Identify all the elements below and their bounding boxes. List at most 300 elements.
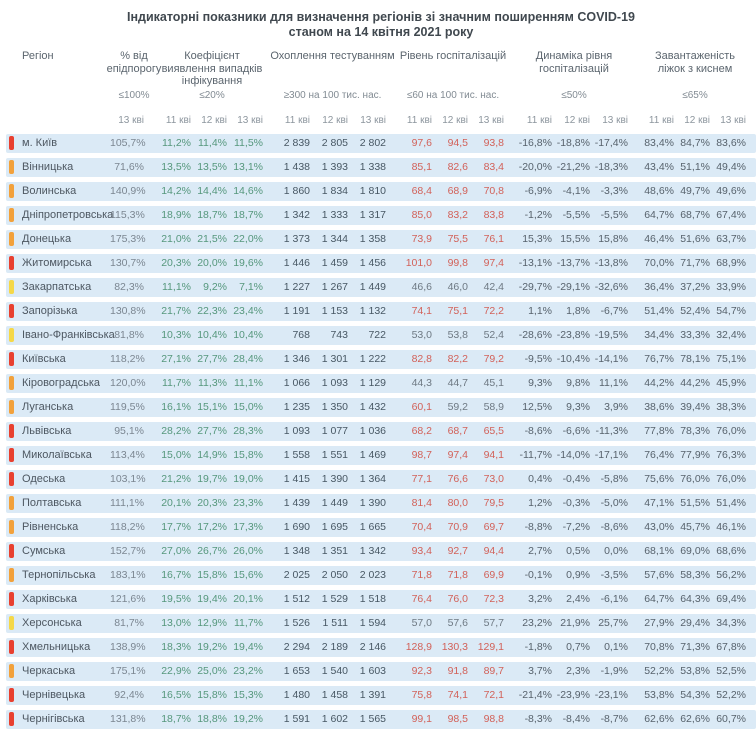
hospitalization-dynamics-value: 9,3% [566,401,590,413]
hospitalization-value: 99,1 [411,713,432,725]
hospitalization-dynamics-value: 0,9% [566,569,590,581]
epid-threshold-value: 81,8% [114,329,144,341]
table-row [6,518,756,537]
oxygen-beds-value: 52,2% [644,665,674,677]
hospitalization-value: 98,8 [483,713,504,725]
oxygen-beds-value: 84,7% [680,137,710,149]
region-name: Рівненська [22,521,79,533]
hospitalization-value: 60,1 [411,401,432,413]
testing-coverage-value: 1 351 [321,545,348,557]
detection-coef-value: 14,4% [197,185,227,197]
oxygen-beds-value: 48,6% [644,185,674,197]
epid-threshold-value: 95,1% [114,425,144,437]
oxygen-beds-value: 43,4% [644,161,674,173]
hospitalization-dynamics-value: 0,5% [566,545,590,557]
oxygen-beds-value: 51,4% [716,497,746,509]
region-status-marker-icon [9,400,14,414]
region-name: м. Київ [22,137,58,149]
detection-coef-value: 28,4% [233,353,263,365]
table-row [6,254,756,273]
testing-coverage-value: 1 066 [283,377,310,389]
testing-coverage-value: 1 526 [283,617,310,629]
hospitalization-value: 76,1 [483,233,504,245]
hospitalization-dynamics-value: -13,8% [594,257,628,269]
testing-coverage-value: 1 540 [321,665,348,677]
testing-coverage-value: 1 591 [283,713,310,725]
hospitalization-dynamics-value: 2,3% [566,665,590,677]
hospitalization-value: 129,1 [477,641,504,653]
threshold-coefficient: ≤20% [199,89,225,101]
oxygen-beds-value: 64,3% [680,593,710,605]
testing-coverage-value: 1 338 [359,161,386,173]
epid-threshold-value: 115,3% [110,209,145,221]
detection-coef-value: 22,3% [197,305,227,317]
date-label: 12 кві [201,114,227,126]
epid-threshold-value: 71,6% [114,161,144,173]
region-status-marker-icon [9,352,14,366]
page-title [6,10,756,40]
table-row [6,182,756,201]
column-header-oxygen-beds-occupancy: Завантаженість ліжок з киснем [655,50,735,75]
detection-coef-value: 17,2% [197,521,227,533]
region-status-marker-icon [9,328,14,342]
hospitalization-value: 70,4 [411,521,432,533]
detection-coef-value: 11,4% [198,137,227,149]
detection-coef-value: 18,7% [161,713,191,725]
oxygen-beds-value: 56,2% [716,569,746,581]
epid-threshold-value: 130,8% [110,305,146,317]
region-name: Луганська [22,401,74,413]
region-status-marker-icon [9,664,14,678]
detection-coef-value: 15,6% [233,569,263,581]
testing-coverage-value: 1 391 [359,689,386,701]
hospitalization-value: 94,1 [483,449,504,461]
testing-coverage-value: 1 594 [359,617,386,629]
detection-coef-value: 19,6% [233,257,263,269]
testing-coverage-value: 1 653 [283,665,310,677]
hospitalization-dynamics-value: -5,5% [600,209,628,221]
oxygen-beds-value: 33,3% [680,329,710,341]
epid-threshold-value: 138,9% [110,641,146,653]
oxygen-beds-value: 54,3% [680,689,710,701]
oxygen-beds-value: 75,1% [716,353,746,365]
date-label: 12 кві [322,114,348,126]
hospitalization-dynamics-value: -1,8% [524,641,552,653]
detection-coef-value: 10,4% [233,329,263,341]
hospitalization-dynamics-value: -3,5% [600,569,628,581]
testing-coverage-value: 1 518 [359,593,386,605]
hospitalization-dynamics-value: -5,0% [600,497,628,509]
testing-coverage-value: 1 690 [283,521,310,533]
testing-coverage-value: 2 025 [283,569,310,581]
epid-threshold-value: 92,4% [114,689,144,701]
table-row [6,566,756,585]
detection-coef-value: 13,0% [161,617,191,629]
hospitalization-dynamics-value: 0,7% [566,641,590,653]
hospitalization-dynamics-value: -6,6% [562,425,590,437]
hospitalization-dynamics-value: -20,0% [518,161,552,173]
hospitalization-value: 74,1 [447,689,468,701]
column-header-hospitalization-dynamics: Динаміка рівня госпіталізацій [535,50,613,75]
testing-coverage-value: 1 333 [321,209,348,221]
testing-coverage-value: 1 860 [283,185,310,197]
hospitalization-value: 58,9 [483,401,504,413]
oxygen-beds-value: 76,3% [716,449,746,461]
detection-coef-value: 20,1% [233,593,263,605]
region-status-marker-icon [9,160,14,174]
detection-coef-value: 13,1% [233,161,263,173]
detection-coef-value: 10,4% [197,329,227,341]
testing-coverage-value: 1 695 [321,521,348,533]
region-status-marker-icon [9,568,14,582]
region-status-marker-icon [9,544,14,558]
oxygen-beds-value: 68,1% [644,545,674,557]
oxygen-beds-value: 27,9% [644,617,674,629]
oxygen-beds-value: 69,4% [716,593,746,605]
testing-coverage-value: 1 317 [359,209,386,221]
detection-coef-value: 15,8% [197,689,227,701]
detection-coef-value: 20,0% [197,257,227,269]
hospitalization-dynamics-value: -18,3% [594,161,628,173]
page-title-line2: станом на 14 квітня 2021 року [288,25,474,39]
detection-coef-value: 21,2% [161,473,191,485]
hospitalization-dynamics-value: 2,4% [566,593,590,605]
region-status-marker-icon [9,712,14,726]
hospitalization-value: 45,1 [483,377,504,389]
oxygen-beds-value: 78,1% [680,353,710,365]
detection-coef-value: 21,0% [161,233,191,245]
hospitalization-value: 72,1 [483,689,504,701]
testing-coverage-value: 1 267 [321,281,348,293]
testing-coverage-value: 1 191 [283,305,310,317]
testing-coverage-value: 1 449 [321,497,348,509]
hospitalization-value: 74,1 [411,305,432,317]
testing-coverage-value: 722 [368,329,386,341]
table-row [6,494,756,513]
oxygen-beds-value: 77,9% [680,449,710,461]
table-row [6,278,756,297]
detection-coef-value: 11,1% [234,377,263,389]
hospitalization-dynamics-value: -18,8% [556,137,590,149]
table-row [6,326,756,345]
testing-coverage-value: 768 [292,329,310,341]
epid-threshold-value: 118,2% [110,353,145,365]
detection-coef-value: 15,0% [233,401,263,413]
threshold-beds: ≤65% [682,89,708,101]
hospitalization-value: 73,0 [483,473,504,485]
hospitalization-value: 76,6 [447,473,468,485]
detection-coef-value: 13,5% [197,161,227,173]
hospitalization-dynamics-value: -32,6% [594,281,628,293]
hospitalization-dynamics-value: 3,2% [528,593,552,605]
hospitalization-dynamics-value: -8,6% [524,425,552,437]
hospitalization-dynamics-value: 15,3% [522,233,552,245]
date-label: 13 кві [360,114,386,126]
region-name: Одеська [22,473,66,485]
hospitalization-value: 75,8 [411,689,432,701]
hospitalization-dynamics-value: -17,1% [594,449,628,461]
detection-coef-value: 18,8% [197,713,227,725]
detection-coef-value: 19,2% [197,641,227,653]
epid-threshold-value: 81,7% [114,617,144,629]
hospitalization-value: 92,7 [447,545,468,557]
hospitalization-value: 93,4 [411,545,432,557]
region-status-marker-icon [9,184,14,198]
testing-coverage-value: 1 344 [321,233,348,245]
epid-threshold-value: 175,3% [110,233,146,245]
testing-coverage-value: 1 551 [321,449,348,461]
oxygen-beds-value: 51,4% [644,305,674,317]
hospitalization-value: 93,8 [483,137,504,149]
hospitalization-value: 82,8 [411,353,432,365]
oxygen-beds-value: 46,1% [716,521,746,533]
region-name: Кіровоградська [22,377,100,389]
column-header-region: Регіон [22,50,54,62]
oxygen-beds-value: 51,6% [680,233,710,245]
detection-coef-value: 15,3% [233,689,263,701]
testing-coverage-value: 2 146 [359,641,386,653]
oxygen-beds-value: 38,6% [644,401,674,413]
region-name: Запорізька [22,305,78,317]
date-label: 12 кві [442,114,468,126]
date-label: 11 кві [406,114,432,126]
hospitalization-value: 82,6 [447,161,468,173]
region-name: Київська [22,353,66,365]
epid-threshold-value: 130,7% [110,257,146,269]
detection-coef-value: 23,2% [233,665,263,677]
detection-coef-value: 23,4% [233,305,263,317]
testing-coverage-value: 1 153 [321,305,348,317]
table-row [6,662,756,681]
testing-coverage-value: 1 449 [359,281,386,293]
testing-coverage-value: 1 393 [321,161,348,173]
hospitalization-value: 71,8 [411,569,432,581]
oxygen-beds-value: 38,3% [716,401,746,413]
epid-threshold-value: 175,1% [110,665,146,677]
threshold-dynamics: ≤50% [561,89,587,101]
epid-threshold-value: 152,7% [110,545,146,557]
hospitalization-dynamics-value: -1,2% [524,209,552,221]
detection-coef-value: 11,2% [162,137,191,149]
oxygen-beds-value: 77,8% [644,425,674,437]
testing-coverage-value: 2 839 [283,137,310,149]
oxygen-beds-value: 76,4% [644,449,674,461]
region-name: Волинська [22,185,77,197]
hospitalization-value: 85,0 [411,209,432,221]
testing-coverage-value: 1 036 [359,425,386,437]
testing-coverage-value: 2 023 [359,569,386,581]
epid-threshold-value: 183,1% [110,569,146,581]
hospitalization-dynamics-value: -29,1% [556,281,590,293]
hospitalization-value: 98,7 [411,449,432,461]
hospitalization-value: 75,1 [447,305,468,317]
threshold-testing: ≥300 на 100 тис. нас. [283,89,382,101]
hospitalization-value: 101,0 [405,257,432,269]
testing-coverage-value: 743 [330,329,348,341]
testing-coverage-value: 2 805 [321,137,348,149]
region-status-marker-icon [9,640,14,654]
hospitalization-dynamics-value: 15,5% [560,233,590,245]
oxygen-beds-value: 45,9% [716,377,746,389]
region-status-marker-icon [9,424,14,438]
detection-coef-value: 11,3% [198,377,227,389]
date-label: 13 кві [118,114,144,126]
hospitalization-dynamics-value: -10,4% [556,353,590,365]
detection-coef-value: 7,1% [239,281,263,293]
hospitalization-dynamics-value: 11,1% [599,377,628,389]
testing-coverage-value: 1 093 [321,377,348,389]
region-name: Хмельницька [22,641,91,653]
column-header-testing-coverage: Охоплення тестуванням [270,50,395,62]
detection-coef-value: 21,7% [161,305,191,317]
region-name: Сумська [22,545,66,557]
hospitalization-value: 59,2 [447,401,468,413]
oxygen-beds-value: 68,6% [716,545,746,557]
hospitalization-value: 53,8 [447,329,468,341]
table-row [6,350,756,369]
detection-coef-value: 9,2% [203,281,227,293]
region-status-marker-icon [9,448,14,462]
oxygen-beds-value: 83,6% [716,137,746,149]
hospitalization-dynamics-value: 0,4% [528,473,552,485]
region-name: Харківська [22,593,77,605]
testing-coverage-value: 1 342 [283,209,310,221]
date-label: 13 кві [478,114,504,126]
detection-coef-value: 19,7% [197,473,227,485]
detection-coef-value: 11,1% [162,281,191,293]
testing-coverage-value: 1 358 [359,233,386,245]
region-status-marker-icon [9,280,14,294]
detection-coef-value: 20,3% [197,497,227,509]
hospitalization-value: 81,4 [411,497,432,509]
hospitalization-value: 68,2 [411,425,432,437]
testing-coverage-value: 1 093 [283,425,310,437]
testing-coverage-value: 2 189 [321,641,348,653]
testing-coverage-value: 1 077 [321,425,348,437]
detection-coef-value: 26,0% [233,545,263,557]
hospitalization-value: 44,7 [447,377,468,389]
hospitalization-value: 44,3 [411,377,432,389]
epid-threshold-value: 118,2% [110,521,145,533]
epid-threshold-value: 105,7% [110,137,146,149]
hospitalization-value: 82,2 [447,353,468,365]
hospitalization-value: 99,8 [447,257,468,269]
region-status-marker-icon [9,232,14,246]
oxygen-beds-value: 58,3% [680,569,710,581]
oxygen-beds-value: 76,0% [716,425,746,437]
date-label: 13 кві [720,114,746,126]
hospitalization-dynamics-value: 9,3% [528,377,552,389]
detection-coef-value: 10,3% [161,329,191,341]
detection-coef-value: 19,0% [233,473,263,485]
detection-coef-value: 13,5% [161,161,191,173]
oxygen-beds-value: 63,7% [716,233,746,245]
oxygen-beds-value: 68,9% [716,257,746,269]
table-row [6,590,756,609]
region-name: Чернігівська [22,713,85,725]
testing-coverage-value: 1 446 [283,257,310,269]
detection-coef-value: 22,9% [161,665,191,677]
hospitalization-dynamics-value: -0,4% [562,473,590,485]
detection-coef-value: 14,6% [233,185,263,197]
hospitalization-dynamics-value: -13,7% [556,257,590,269]
region-status-marker-icon [9,256,14,270]
column-header-detection-coefficient: Коефіцієнт виявлення випадків інфікування [161,50,263,87]
hospitalization-dynamics-value: -8,7% [600,713,628,725]
hospitalization-dynamics-value: 1,1% [528,305,552,317]
testing-coverage-value: 1 439 [283,497,310,509]
page-title-line1: Індикаторні показники для визначення регіонів зі значним поширенням COVID-19 [127,10,635,24]
epid-threshold-value: 140,9% [110,185,146,197]
oxygen-beds-value: 34,4% [644,329,674,341]
region-status-marker-icon [9,472,14,486]
table-row [6,374,756,393]
hospitalization-value: 83,2 [447,209,468,221]
hospitalization-dynamics-value: 0,1% [604,641,628,653]
testing-coverage-value: 1 558 [283,449,310,461]
column-header-hospitalization-level: Рівень госпіталізацій [399,50,507,62]
hospitalization-value: 85,1 [411,161,432,173]
hospitalization-value: 53,0 [411,329,432,341]
oxygen-beds-value: 69,0% [680,545,710,557]
table-row [6,230,756,249]
hospitalization-dynamics-value: -16,8% [518,137,552,149]
table-row [6,710,756,729]
hospitalization-value: 46,0 [447,281,468,293]
hospitalization-value: 80,0 [447,497,468,509]
oxygen-beds-value: 49,4% [716,161,746,173]
epid-threshold-value: 131,8% [110,713,146,725]
testing-coverage-value: 1 603 [359,665,386,677]
table-row [6,686,756,705]
testing-coverage-value: 1 235 [283,401,310,413]
threshold-epid: ≤100% [118,89,150,101]
oxygen-beds-value: 54,7% [716,305,746,317]
hospitalization-value: 46,6 [411,281,432,293]
region-name: Вінницька [22,161,74,173]
testing-coverage-value: 1 129 [359,377,386,389]
table-row [6,134,756,153]
testing-coverage-value: 1 373 [283,233,310,245]
hospitalization-dynamics-value: -13,1% [518,257,552,269]
oxygen-beds-value: 51,5% [680,497,710,509]
table-body [6,134,756,729]
hospitalization-dynamics-value: -9,5% [524,353,552,365]
region-status-marker-icon [9,688,14,702]
oxygen-beds-value: 76,0% [680,473,710,485]
oxygen-beds-value: 32,4% [716,329,746,341]
region-status-marker-icon [9,496,14,510]
detection-coef-value: 25,0% [197,665,227,677]
region-name: Житомирська [22,257,92,269]
oxygen-beds-value: 49,7% [680,185,710,197]
hospitalization-value: 83,8 [483,209,504,221]
detection-coef-value: 23,3% [233,497,263,509]
testing-coverage-value: 1 834 [321,185,348,197]
testing-coverage-value: 1 810 [359,185,386,197]
testing-coverage-value: 2 294 [283,641,310,653]
hospitalization-dynamics-value: -0,1% [524,569,552,581]
hospitalization-dynamics-value: -5,8% [600,473,628,485]
date-label: 11 кві [526,114,552,126]
hospitalization-dynamics-value: 15,8% [598,233,628,245]
region-name: Львівська [22,425,72,437]
oxygen-beds-value: 83,4% [644,137,674,149]
hospitalization-dynamics-value: -23,8% [556,329,590,341]
testing-coverage-value: 1 350 [321,401,348,413]
region-name: Полтавська [22,497,82,509]
oxygen-beds-value: 39,4% [680,401,710,413]
